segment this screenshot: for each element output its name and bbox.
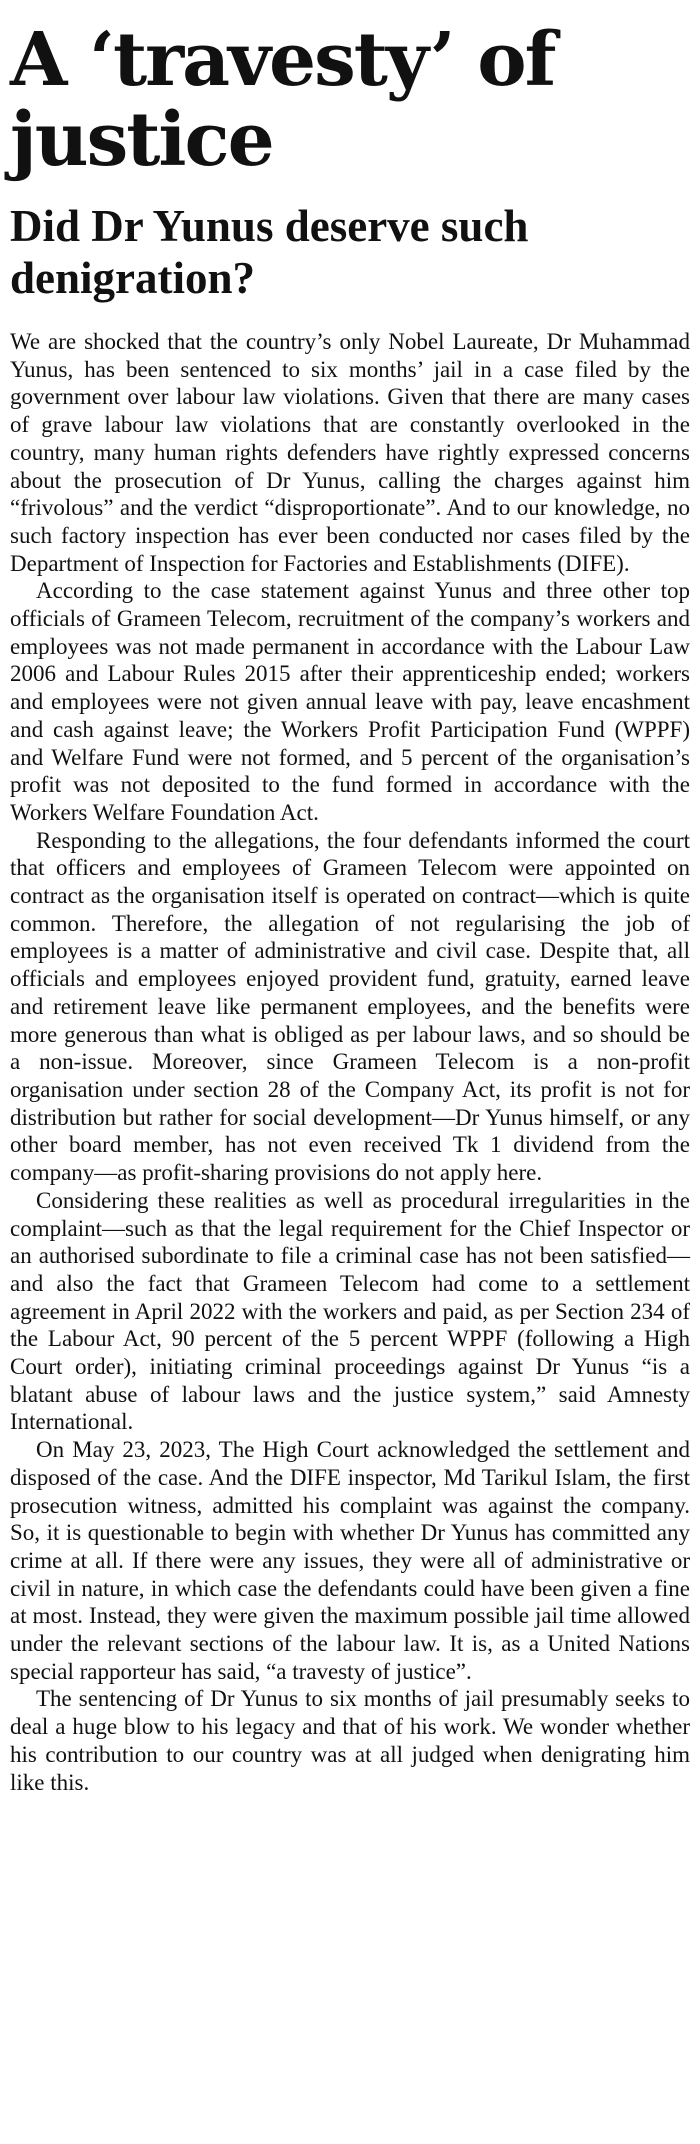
subheadline: Did Dr Yunus deserve such denigration? [10, 201, 529, 303]
headline-line-2: justice [10, 97, 273, 183]
paragraph-6: The sentencing of Dr Yunus to six months of jail presumably seeks to deal a huge blow to his legacy and that of his work. We wonder whether his contribution to our country was at all judged when denigrating him like this. [10, 1686, 690, 1795]
editorial-article [10, 0, 690, 1796]
paragraph-3: Responding to the allegations, the four defendants informed the court that officers and employees of Grameen Telecom were appointed on contract as the organisation itself is operated on contract—which is quite common. Therefore, the allegation of not regularising the job of employees is a matter of administrative and civil case. Despite that, all officials and employees enjoyed provident fund, gratuity, earned leave and retirement leave like permanent employees, and the benefits were more generous than what is obliged as per labour laws, and so should be a non-issue. Moreover, since Grameen Telecom is a non-profit organisation under section 28 of the Company Act, its profit is not for distribution but rather for social development—Dr Yunus himself, or any other board member, has not even received Tk 1 dividend from the company—as profit-sharing provisions do not apply here. [10, 827, 690, 1186]
paragraph-5: On May 23, 2023, The High Court acknowledged the settlement and disposed of the case. And the DIFE inspector, Md Tarikul Islam, the first prosecution witness, admitted his complaint was against the company. So, it is questionable to begin with whether Dr Yunus has committed any crime at all. If there were any issues, they were all of administrative or civil in nature, in which case the defendants could have been given a fine at most. Instead, they were given the maximum possible jail time allowed under the relevant sections of the labour law. It is, as a United Nations special rapporteur has said, “a travesty of justice”. [10, 1437, 690, 1684]
article-body [10, 328, 690, 1796]
paragraph-1: We are shocked that the country’s only Nobel Laureate, Dr Muhammad Yunus, has been sentenced to six months’ jail in a case filed by the government over labour law violations. Given that there are many cases of grave labour law violations that are constantly overlooked in the country, many human rights defenders have rightly expressed concerns about the prosecution of Dr Yunus, calling the charges against him “frivolous” and the verdict “disproportionate”. And to our knowledge, no such factory inspection has ever been conducted nor cases filed by the Department of Inspection for Factories and Establishments (DIFE). [10, 329, 690, 576]
headline-line-1: A ‘travesty’ of [10, 17, 555, 103]
paragraph-4: Considering these realities as well as procedural irregularities in the complaint—such as that the legal requirement for the Chief Inspector or an authorised subordinate to file a criminal case has not been satisfied—and also the fact that Grameen Telecom had come to a settlement agreement in April 2022 with the workers and paid, as per Section 234 of the Labour Act, 90 percent of the 5 percent WPPF (following a High Court order), initiating criminal proceedings against Dr Yunus “is a blatant abuse of labour laws and the justice system,” said Amnesty International. [10, 1187, 690, 1435]
headline [10, 17, 690, 183]
paragraph-2: According to the case statement against Yunus and three other top officials of Grameen Telecom, recruitment of the company’s workers and employees was not made permanent in accordance with the Labour Law 2006 and Labour Rules 2015 after their apprenticeship ended; workers and employees were not given annual leave with pay, leave encashment and cash against leave; the Workers Profit Participation Fund (WPPF) and Welfare Fund were not formed, and 5 percent of the organisation’s profit was not deposited to the fund formed in accordance with the Workers Welfare Foundation Act. [10, 578, 690, 825]
